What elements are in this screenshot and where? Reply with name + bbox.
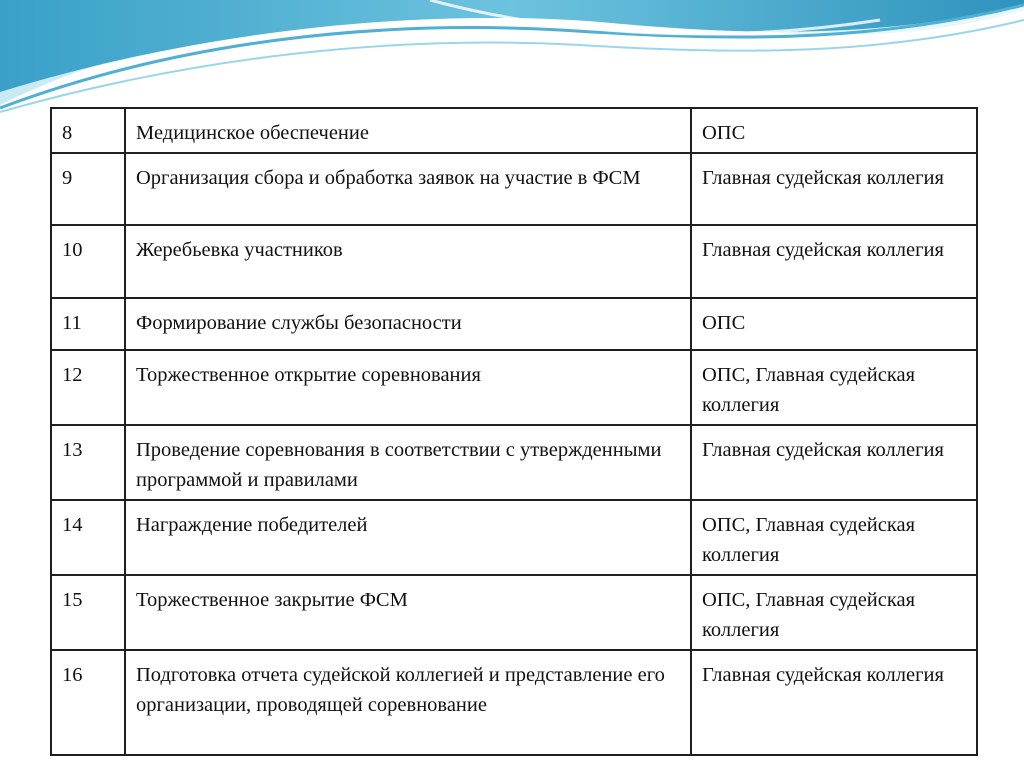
table-body <box>51 108 977 755</box>
responsible-cell: ОПС, Главная судейская коллегия <box>691 350 977 425</box>
responsible-cell: ОПС, Главная судейская коллегия <box>691 575 977 650</box>
task-cell: Организация сбора и обработка заявок на участие в ФСМ <box>125 153 691 225</box>
table-row <box>51 500 977 575</box>
row-number: 10 <box>51 225 125 298</box>
task-cell: Подготовка отчета судейской коллегией и представление его организации, проводящей соревнование <box>125 650 691 755</box>
responsible-cell: ОПС <box>691 108 977 153</box>
table-row <box>51 225 977 298</box>
row-number: 12 <box>51 350 125 425</box>
row-number: 8 <box>51 108 125 153</box>
task-cell: Торжественное открытие соревнования <box>125 350 691 425</box>
row-number: 15 <box>51 575 125 650</box>
row-number: 9 <box>51 153 125 225</box>
row-number: 13 <box>51 425 125 500</box>
task-cell: Торжественное закрытие ФСМ <box>125 575 691 650</box>
responsible-cell: Главная судейская коллегия <box>691 650 977 755</box>
table-row <box>51 350 977 425</box>
task-cell: Проведение соревнования в соответствии с утвержденными программой и правилами <box>125 425 691 500</box>
row-number: 11 <box>51 298 125 350</box>
table-row <box>51 425 977 500</box>
table-row <box>51 650 977 755</box>
responsible-cell: Главная судейская коллегия <box>691 425 977 500</box>
table-row <box>51 298 977 350</box>
table-row <box>51 575 977 650</box>
task-cell: Жеребьевка участников <box>125 225 691 298</box>
responsibilities-table <box>50 107 978 756</box>
responsible-cell: ОПС, Главная судейская коллегия <box>691 500 977 575</box>
table-row <box>51 108 977 153</box>
task-cell: Формирование службы безопасности <box>125 298 691 350</box>
table-row <box>51 153 977 225</box>
responsible-cell: ОПС <box>691 298 977 350</box>
row-number: 16 <box>51 650 125 755</box>
task-cell: Медицинское обеспечение <box>125 108 691 153</box>
responsible-cell: Главная судейская коллегия <box>691 225 977 298</box>
responsible-cell: Главная судейская коллегия <box>691 153 977 225</box>
task-cell: Награждение победителей <box>125 500 691 575</box>
row-number: 14 <box>51 500 125 575</box>
decorative-wave-header <box>0 0 1024 115</box>
